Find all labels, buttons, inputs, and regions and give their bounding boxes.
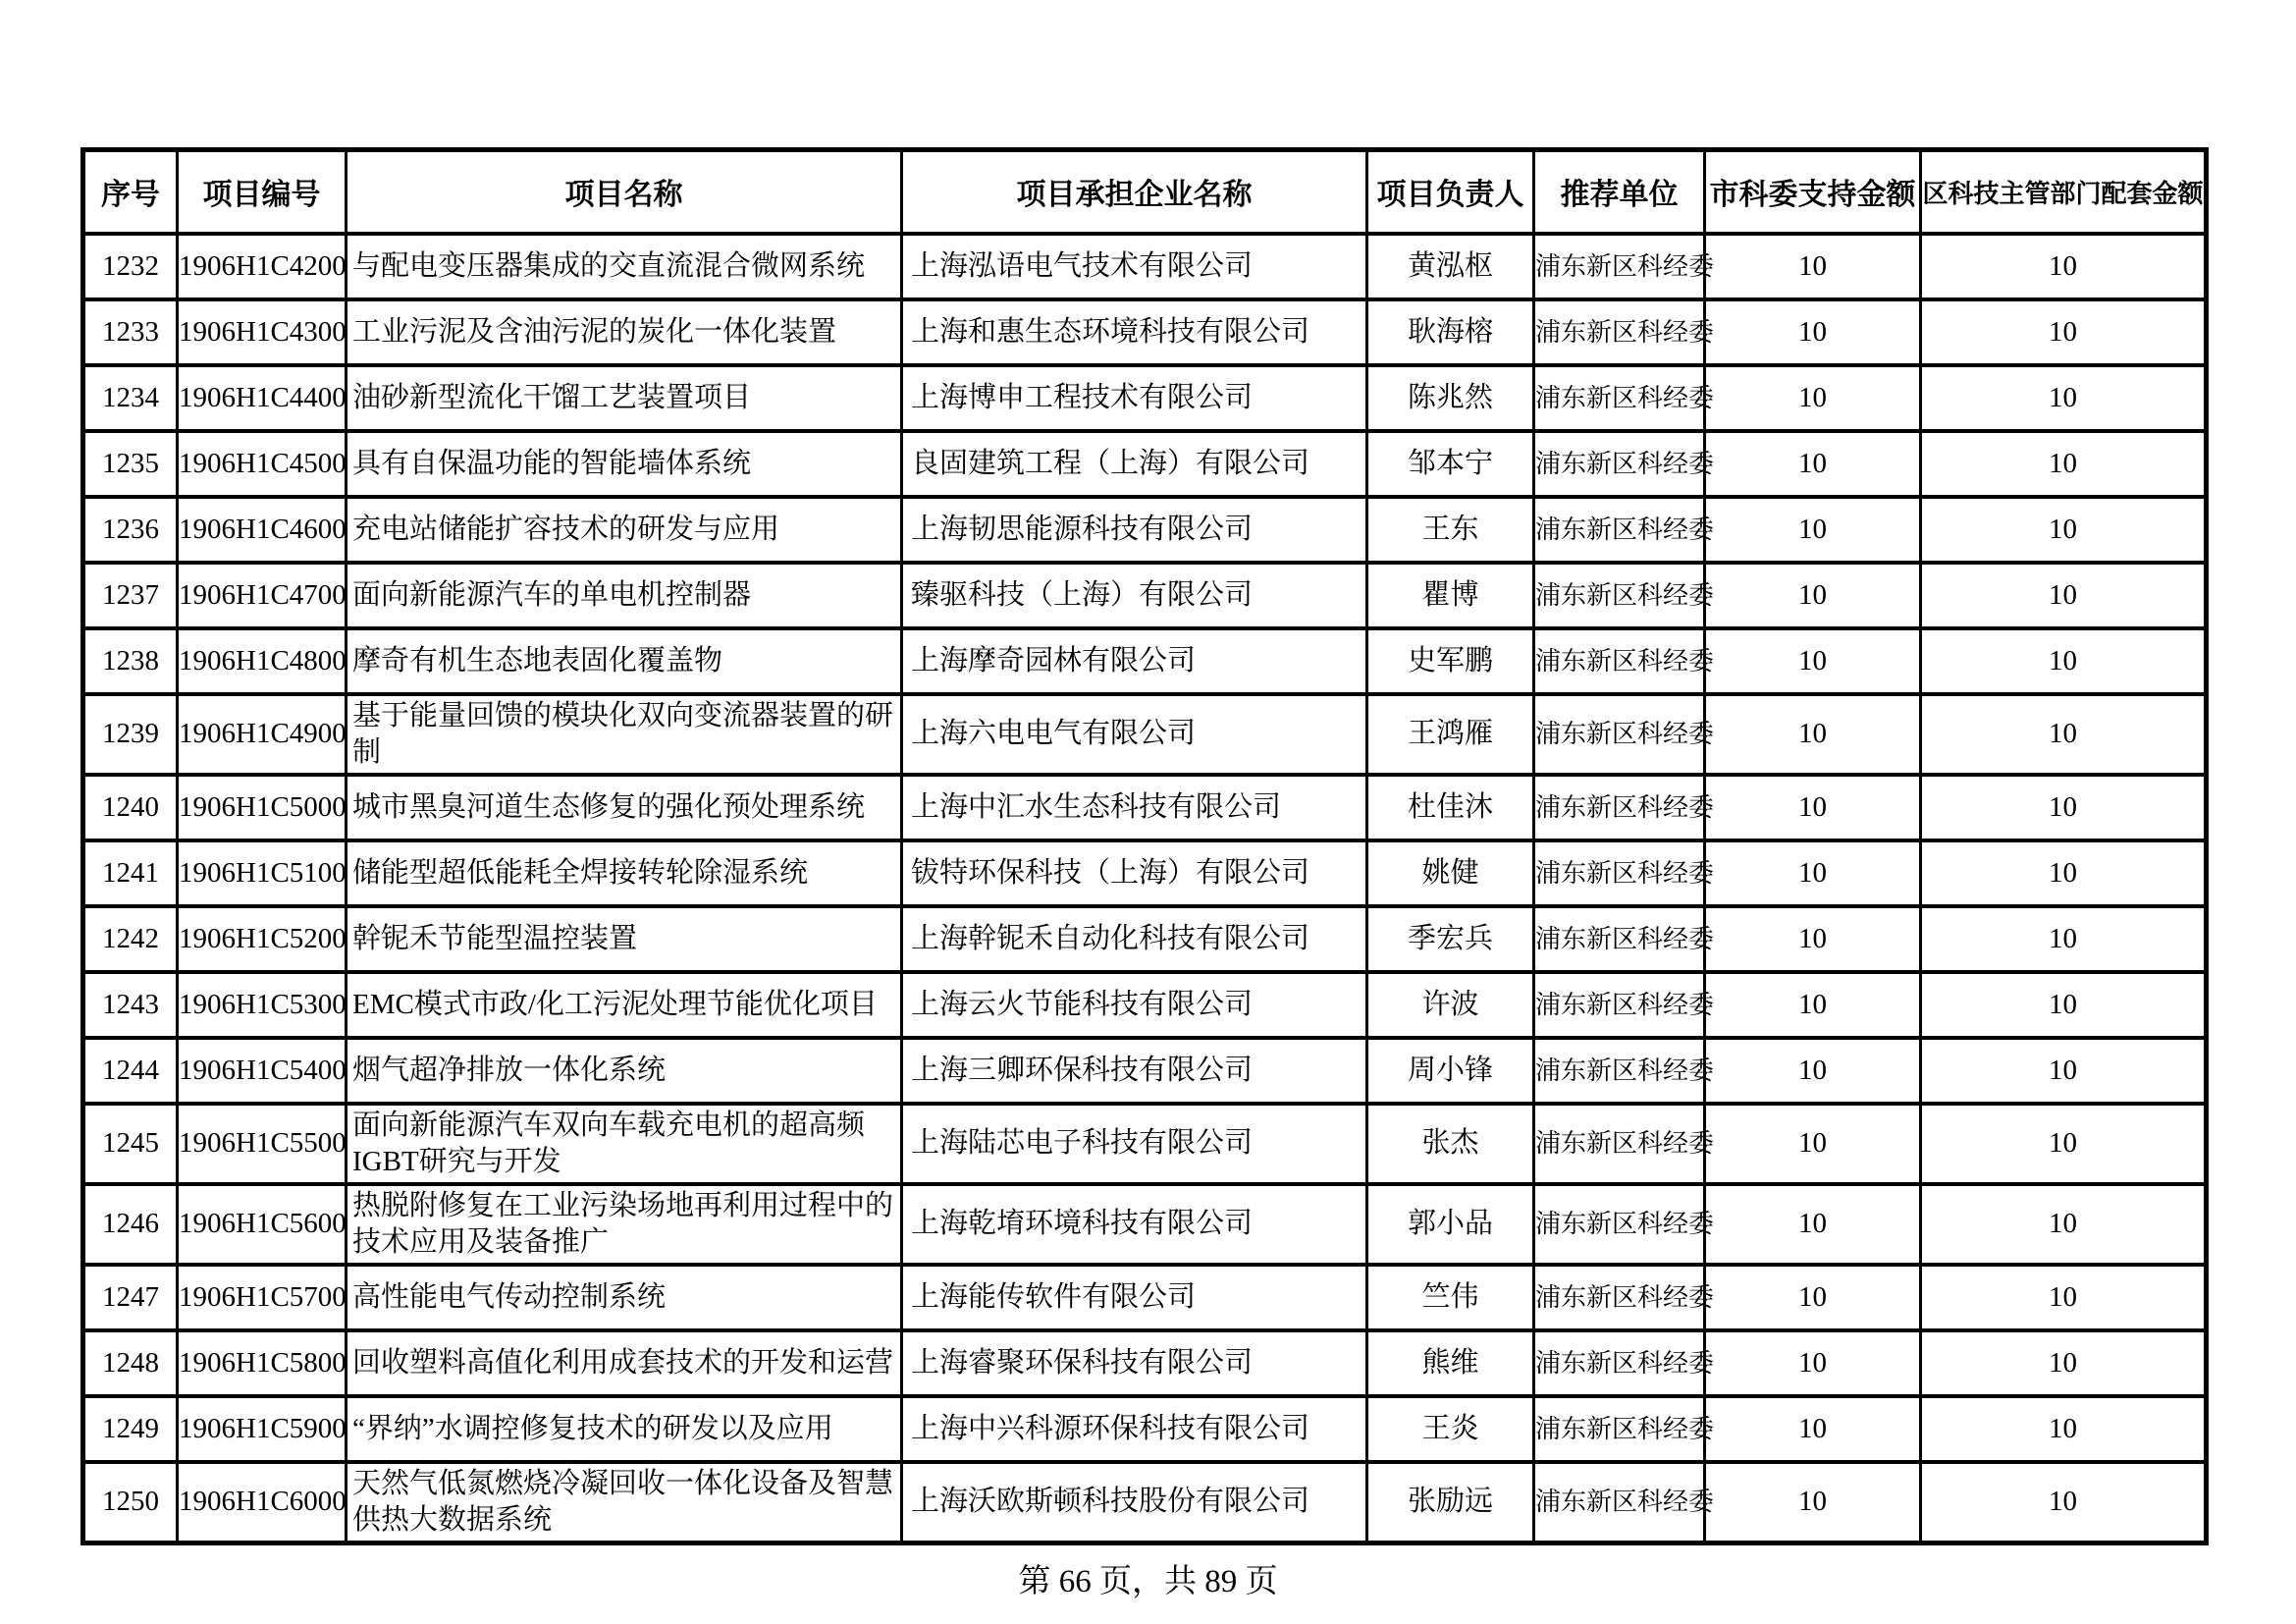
cell-name: 工业污泥及含油污泥的炭化一体化装置: [347, 299, 902, 365]
table-row: [83, 1462, 2207, 1543]
cell-city-amount: 10: [1705, 1038, 1921, 1104]
cell-recommender: 浦东新区科经委: [1534, 906, 1705, 972]
cell-city-amount: 10: [1705, 563, 1921, 628]
cell-leader: 季宏兵: [1367, 906, 1534, 972]
cell-district-amount: 10: [1921, 1462, 2207, 1543]
cell-index: 1238: [83, 628, 178, 694]
cell-name: 具有自保温功能的智能墙体系统: [347, 431, 902, 497]
cell-district-amount: 10: [1921, 431, 2207, 497]
table-row: [83, 1104, 2207, 1184]
cell-index: 1233: [83, 299, 178, 365]
cell-code: 1906H1C5900: [178, 1396, 347, 1462]
cell-name: 回收塑料高值化利用成套技术的开发和运营: [347, 1330, 902, 1396]
cell-name: 摩奇有机生态地表固化覆盖物: [347, 628, 902, 694]
cell-district-amount: 10: [1921, 972, 2207, 1038]
cell-name: 储能型超低能耗全焊接转轮除湿系统: [347, 840, 902, 906]
cell-index: 1240: [83, 775, 178, 840]
cell-district-amount: 10: [1921, 497, 2207, 563]
cell-company: 上海幹铌禾自动化科技有限公司: [902, 906, 1367, 972]
col-header-city-amount: 市科委支持金额: [1705, 150, 1921, 234]
cell-name: 天然气低氮燃烧冷凝回收一体化设备及智慧供热大数据系统: [347, 1462, 902, 1543]
cell-leader: 姚健: [1367, 840, 1534, 906]
cell-recommender: 浦东新区科经委: [1534, 365, 1705, 431]
table-row: [83, 431, 2207, 497]
cell-recommender: 浦东新区科经委: [1534, 497, 1705, 563]
table-row: [83, 234, 2207, 299]
cell-company: 上海和惠生态环境科技有限公司: [902, 299, 1367, 365]
cell-company: 上海中兴科源环保科技有限公司: [902, 1396, 1367, 1462]
table-row: [83, 1330, 2207, 1396]
cell-index: 1243: [83, 972, 178, 1038]
cell-recommender: 浦东新区科经委: [1534, 628, 1705, 694]
cell-index: 1248: [83, 1330, 178, 1396]
cell-district-amount: 10: [1921, 628, 2207, 694]
table-row: [83, 1184, 2207, 1265]
cell-index: 1250: [83, 1462, 178, 1543]
cell-code: 1906H1C4200: [178, 234, 347, 299]
cell-recommender: 浦东新区科经委: [1534, 1462, 1705, 1543]
cell-recommender: 浦东新区科经委: [1534, 1265, 1705, 1330]
cell-district-amount: 10: [1921, 840, 2207, 906]
cell-name: 烟气超净排放一体化系统: [347, 1038, 902, 1104]
cell-company: 上海泓语电气技术有限公司: [902, 234, 1367, 299]
cell-city-amount: 10: [1705, 694, 1921, 775]
cell-recommender: 浦东新区科经委: [1534, 775, 1705, 840]
cell-index: 1246: [83, 1184, 178, 1265]
cell-index: 1234: [83, 365, 178, 431]
cell-leader: 郭小品: [1367, 1184, 1534, 1265]
cell-company: 上海陆芯电子科技有限公司: [902, 1104, 1367, 1184]
cell-index: 1237: [83, 563, 178, 628]
cell-name: 与配电变压器集成的交直流混合微网系统: [347, 234, 902, 299]
cell-name: 幹铌禾节能型温控装置: [347, 906, 902, 972]
cell-city-amount: 10: [1705, 1396, 1921, 1462]
cell-leader: 杜佳沐: [1367, 775, 1534, 840]
cell-recommender: 浦东新区科经委: [1534, 1330, 1705, 1396]
table-row: [83, 497, 2207, 563]
col-header-name: 项目名称: [347, 150, 902, 234]
cell-district-amount: 10: [1921, 775, 2207, 840]
cell-code: 1906H1C6000: [178, 1462, 347, 1543]
col-header-code: 项目编号: [178, 150, 347, 234]
cell-leader: 周小锋: [1367, 1038, 1534, 1104]
cell-district-amount: 10: [1921, 1265, 2207, 1330]
cell-city-amount: 10: [1705, 1462, 1921, 1543]
table-row: [83, 1038, 2207, 1104]
cell-city-amount: 10: [1705, 234, 1921, 299]
cell-code: 1906H1C4900: [178, 694, 347, 775]
cell-code: 1906H1C5600: [178, 1184, 347, 1265]
cell-district-amount: 10: [1921, 563, 2207, 628]
col-header-company: 项目承担企业名称: [902, 150, 1367, 234]
table-row: [83, 775, 2207, 840]
table-body: [83, 234, 2207, 1543]
cell-leader: 张励远: [1367, 1462, 1534, 1543]
cell-name: 面向新能源汽车的单电机控制器: [347, 563, 902, 628]
cell-leader: 张杰: [1367, 1104, 1534, 1184]
cell-name: EMC模式市政/化工污泥处理节能优化项目: [347, 972, 902, 1038]
cell-code: 1906H1C4700: [178, 563, 347, 628]
cell-city-amount: 10: [1705, 906, 1921, 972]
cell-name: 基于能量回馈的模块化双向变流器装置的研制: [347, 694, 902, 775]
table-row: [83, 840, 2207, 906]
cell-leader: 黄泓枢: [1367, 234, 1534, 299]
cell-company: 臻驱科技（上海）有限公司: [902, 563, 1367, 628]
cell-code: 1906H1C4500: [178, 431, 347, 497]
cell-city-amount: 10: [1705, 1330, 1921, 1396]
cell-city-amount: 10: [1705, 1184, 1921, 1265]
cell-leader: 耿海榕: [1367, 299, 1534, 365]
cell-company: 钹特环保科技（上海）有限公司: [902, 840, 1367, 906]
cell-code: 1906H1C4400: [178, 365, 347, 431]
cell-city-amount: 10: [1705, 972, 1921, 1038]
cell-district-amount: 10: [1921, 1330, 2207, 1396]
cell-code: 1906H1C5100: [178, 840, 347, 906]
cell-city-amount: 10: [1705, 840, 1921, 906]
table-row: [83, 972, 2207, 1038]
col-header-recommender: 推荐单位: [1534, 150, 1705, 234]
cell-recommender: 浦东新区科经委: [1534, 563, 1705, 628]
cell-index: 1241: [83, 840, 178, 906]
cell-code: 1906H1C5800: [178, 1330, 347, 1396]
cell-company: 上海六电电气有限公司: [902, 694, 1367, 775]
cell-leader: 王东: [1367, 497, 1534, 563]
cell-code: 1906H1C4800: [178, 628, 347, 694]
col-header-index: 序号: [83, 150, 178, 234]
cell-city-amount: 10: [1705, 431, 1921, 497]
table-header: [83, 150, 2207, 234]
cell-leader: 陈兆然: [1367, 365, 1534, 431]
cell-city-amount: 10: [1705, 775, 1921, 840]
table-row: [83, 563, 2207, 628]
cell-leader: 王鸿雁: [1367, 694, 1534, 775]
cell-index: 1235: [83, 431, 178, 497]
cell-recommender: 浦东新区科经委: [1534, 1184, 1705, 1265]
cell-recommender: 浦东新区科经委: [1534, 234, 1705, 299]
cell-leader: 竺伟: [1367, 1265, 1534, 1330]
cell-recommender: 浦东新区科经委: [1534, 1038, 1705, 1104]
cell-company: 上海能传软件有限公司: [902, 1265, 1367, 1330]
cell-city-amount: 10: [1705, 299, 1921, 365]
cell-name: 热脱附修复在工业污染场地再利用过程中的技术应用及装备推广: [347, 1184, 902, 1265]
cell-district-amount: 10: [1921, 365, 2207, 431]
cell-company: 上海三卿环保科技有限公司: [902, 1038, 1367, 1104]
cell-company: 上海沃欧斯顿科技股份有限公司: [902, 1462, 1367, 1543]
cell-recommender: 浦东新区科经委: [1534, 431, 1705, 497]
cell-district-amount: 10: [1921, 694, 2207, 775]
header-row: [83, 150, 2207, 234]
cell-recommender: 浦东新区科经委: [1534, 840, 1705, 906]
col-header-district-amount: 区科技主管部门配套金额: [1921, 150, 2207, 234]
cell-index: 1236: [83, 497, 178, 563]
cell-index: 1244: [83, 1038, 178, 1104]
cell-district-amount: 10: [1921, 1104, 2207, 1184]
cell-recommender: 浦东新区科经委: [1534, 972, 1705, 1038]
cell-company: 上海睿聚环保科技有限公司: [902, 1330, 1367, 1396]
cell-code: 1906H1C5200: [178, 906, 347, 972]
cell-district-amount: 10: [1921, 1184, 2207, 1265]
cell-recommender: 浦东新区科经委: [1534, 694, 1705, 775]
cell-district-amount: 10: [1921, 234, 2207, 299]
cell-recommender: 浦东新区科经委: [1534, 1396, 1705, 1462]
cell-leader: 瞿博: [1367, 563, 1534, 628]
cell-company: 上海乾堉环境科技有限公司: [902, 1184, 1367, 1265]
cell-company: 良固建筑工程（上海）有限公司: [902, 431, 1367, 497]
cell-leader: 许波: [1367, 972, 1534, 1038]
table-row: [83, 1396, 2207, 1462]
cell-company: 上海云火节能科技有限公司: [902, 972, 1367, 1038]
cell-city-amount: 10: [1705, 497, 1921, 563]
cell-code: 1906H1C4300: [178, 299, 347, 365]
cell-code: 1906H1C5400: [178, 1038, 347, 1104]
cell-company: 上海博申工程技术有限公司: [902, 365, 1367, 431]
table-row: [83, 1265, 2207, 1330]
cell-district-amount: 10: [1921, 299, 2207, 365]
projects-table: [80, 147, 2209, 1545]
cell-leader: 邹本宁: [1367, 431, 1534, 497]
cell-recommender: 浦东新区科经委: [1534, 1104, 1705, 1184]
table-row: [83, 628, 2207, 694]
cell-code: 1906H1C4600: [178, 497, 347, 563]
cell-district-amount: 10: [1921, 1038, 2207, 1104]
cell-company: 上海中汇水生态科技有限公司: [902, 775, 1367, 840]
cell-company: 上海摩奇园林有限公司: [902, 628, 1367, 694]
cell-city-amount: 10: [1705, 628, 1921, 694]
cell-leader: 王炎: [1367, 1396, 1534, 1462]
cell-index: 1247: [83, 1265, 178, 1330]
cell-city-amount: 10: [1705, 365, 1921, 431]
cell-name: 高性能电气传动控制系统: [347, 1265, 902, 1330]
cell-recommender: 浦东新区科经委: [1534, 299, 1705, 365]
cell-index: 1232: [83, 234, 178, 299]
table-row: [83, 365, 2207, 431]
cell-index: 1242: [83, 906, 178, 972]
cell-city-amount: 10: [1705, 1265, 1921, 1330]
cell-leader: 史军鹏: [1367, 628, 1534, 694]
cell-index: 1249: [83, 1396, 178, 1462]
cell-name: 充电站储能扩容技术的研发与应用: [347, 497, 902, 563]
cell-name: 面向新能源汽车双向车载充电机的超高频IGBT研究与开发: [347, 1104, 902, 1184]
cell-index: 1239: [83, 694, 178, 775]
cell-name: 油砂新型流化干馏工艺装置项目: [347, 365, 902, 431]
cell-district-amount: 10: [1921, 1396, 2207, 1462]
cell-index: 1245: [83, 1104, 178, 1184]
cell-district-amount: 10: [1921, 906, 2207, 972]
cell-name: 城市黑臭河道生态修复的强化预处理系统: [347, 775, 902, 840]
cell-code: 1906H1C5500: [178, 1104, 347, 1184]
cell-code: 1906H1C5300: [178, 972, 347, 1038]
cell-code: 1906H1C5700: [178, 1265, 347, 1330]
cell-code: 1906H1C5000: [178, 775, 347, 840]
cell-leader: 熊维: [1367, 1330, 1534, 1396]
page-footer: 第 66 页，共 89 页: [1018, 1564, 1278, 1599]
table-row: [83, 906, 2207, 972]
cell-company: 上海韧思能源科技有限公司: [902, 497, 1367, 563]
table-row: [83, 299, 2207, 365]
cell-city-amount: 10: [1705, 1104, 1921, 1184]
cell-name: “界纳”水调控修复技术的研发以及应用: [347, 1396, 902, 1462]
col-header-leader: 项目负责人: [1367, 150, 1534, 234]
table-row: [83, 694, 2207, 775]
